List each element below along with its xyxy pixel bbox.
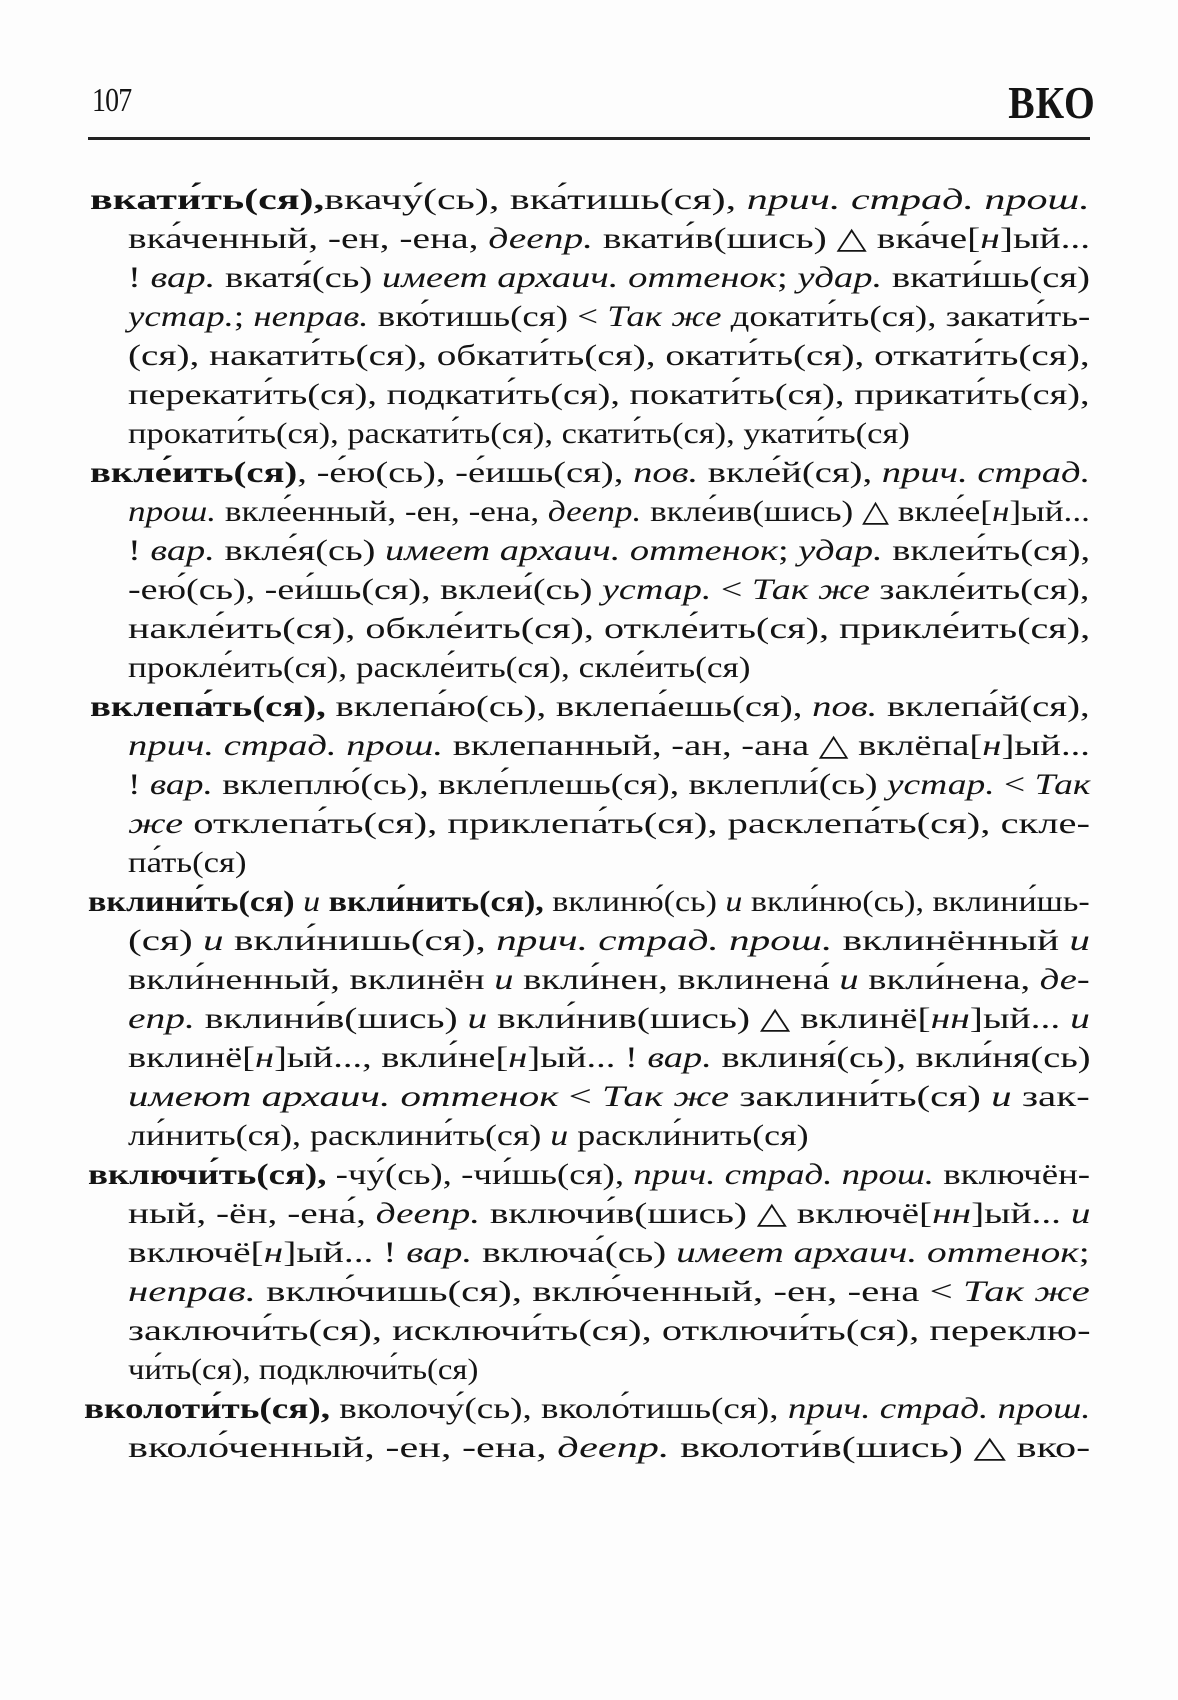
entry-text: вкле́енный, -ен, -ена, xyxy=(216,495,548,528)
entry-text: зак- xyxy=(1011,1080,1090,1113)
running-head: ВКО xyxy=(1008,77,1096,128)
entry-text: вкли́ню(сь), вклини́шь- xyxy=(742,885,1090,918)
entry-text: отклепа́ть(ся), приклепа́ть(ся), расклепа́ть(ся), скле- xyxy=(183,807,1090,840)
entry-text-line xyxy=(128,1196,1090,1232)
entry-text-line xyxy=(128,299,1090,335)
entry-text: прокле́ить(ся), раскле́ить(ся), скле́ить(ся) xyxy=(128,651,751,684)
entry-text-line xyxy=(128,1313,1091,1349)
entry-text-line xyxy=(128,611,1090,647)
grammar-label: нн xyxy=(930,1002,970,1035)
grammar-label: и xyxy=(725,885,743,918)
entry-text: вклеплю́(сь), вкле́плешь(ся), вклепли́(сь) xyxy=(212,768,887,801)
grammar-label: деепр. xyxy=(488,222,594,255)
entry-text: вкачу́(сь), вка́тишь(ся), xyxy=(324,183,747,216)
entry-headword-line xyxy=(88,884,1090,920)
grammar-label: вар. xyxy=(150,534,215,567)
entry-text-line xyxy=(128,494,1090,530)
grammar-label: прич. страд. прош. xyxy=(128,729,444,762)
grammar-label: имеет архаич. оттенок xyxy=(385,534,778,567)
entry-text: вкатя́(сь) xyxy=(215,261,382,294)
grammar-label: вар. xyxy=(150,261,216,294)
entry-text: вка́ченный, -ен, -ена, xyxy=(128,222,489,255)
entry-text: < xyxy=(994,768,1035,801)
headword: вкли́нить(ся), xyxy=(328,885,544,918)
grammar-label: де- xyxy=(1039,963,1090,996)
grammar-label: вар. xyxy=(647,1041,712,1074)
grammar-label: н xyxy=(508,1041,528,1074)
grammar-label: пов. xyxy=(633,456,699,489)
grammar-label: и xyxy=(203,924,224,957)
entry-text-line xyxy=(128,572,1089,608)
headword: вклини́ть(ся) xyxy=(88,885,295,918)
entry-text: включё[ xyxy=(128,1236,264,1269)
entry-text: -чу́(сь), -чи́шь(ся), xyxy=(326,1158,634,1191)
grammar-label: имеет архаич. оттенок xyxy=(381,261,777,294)
entry-text: вклю́чишь(ся), вклю́ченный, -ен, -ена < xyxy=(255,1275,963,1308)
grammar-label: устар. xyxy=(602,573,712,606)
entry-text: вколо́ченный, -ен, -ена, xyxy=(128,1431,558,1464)
entry-text-line xyxy=(128,1040,1091,1076)
entry-text-line xyxy=(128,1235,1090,1271)
grammar-label: деепр. xyxy=(375,1197,481,1230)
entry-text: вкли́нив(шись) △ вклинё[ xyxy=(487,1002,931,1035)
entry-text: закле́ить(ся), xyxy=(869,573,1090,606)
grammar-label: устар. xyxy=(128,300,234,333)
entry-text-line xyxy=(128,728,1090,764)
entry-text: ! xyxy=(128,768,150,801)
entry-text-line xyxy=(128,1001,1090,1037)
entry-text-line xyxy=(128,806,1090,842)
entry-text: ; xyxy=(1078,1236,1090,1269)
grammar-label: и xyxy=(1069,924,1090,957)
entry-text: вклиню́(сь) xyxy=(543,885,726,918)
grammar-label: Так же xyxy=(602,1080,730,1113)
grammar-label: Так же xyxy=(962,1275,1090,1308)
grammar-label: н xyxy=(991,495,1010,528)
entry-text: < xyxy=(558,1080,603,1113)
headword: вкле́ить(ся) xyxy=(90,456,298,489)
entry-text: вко́тишь(ся) < xyxy=(368,300,608,333)
entry-text: -ею́(сь), -еи́шь(ся), вклеи́(сь) xyxy=(128,573,603,606)
grammar-label: пов. xyxy=(812,690,878,723)
entry-text: вклинённый xyxy=(832,924,1070,957)
grammar-label: и xyxy=(1070,1002,1090,1035)
entry-text: перекати́ть(ся), подкати́ть(ся), покати́ть(ся), прикати́ть(ся), xyxy=(128,378,1090,411)
grammar-label: прич. страд. прош. xyxy=(746,183,1090,216)
entry-text: включён- xyxy=(934,1158,1091,1191)
grammar-label: неправ. xyxy=(128,1275,256,1308)
grammar-label: епр. xyxy=(128,1002,195,1035)
grammar-label: деепр. xyxy=(557,1431,670,1464)
page-number: 107 xyxy=(92,82,132,119)
grammar-label: вар. xyxy=(149,768,213,801)
grammar-label: же xyxy=(128,807,184,840)
entry-text: ! xyxy=(128,534,151,567)
entry-text-line xyxy=(128,416,910,452)
entry-text: чи́ть(ся), подключи́ть(ся) xyxy=(128,1353,479,1386)
grammar-label: прич. страд. xyxy=(881,456,1091,489)
entry-text: вколочу́(сь), вколо́тишь(ся), xyxy=(329,1392,788,1425)
entry-text: вкли́нишь(ся), xyxy=(223,924,497,957)
entry-text: ]ый... xyxy=(969,1002,1071,1035)
grammar-label: Так же xyxy=(751,573,870,606)
grammar-label: и xyxy=(1070,1197,1091,1230)
entry-headword-line xyxy=(90,182,1090,218)
entry-text: вклеи́ть(ся), xyxy=(882,534,1091,567)
entry-text: ли́нить(ся), расклини́ть(ся) xyxy=(128,1119,551,1152)
entry-text: (ся), накати́ть(ся), обкати́ть(ся), окати́ть(ся), откати́ть(ся), xyxy=(128,339,1090,372)
headword: вколоти́ть(ся), xyxy=(84,1392,330,1425)
grammar-label: имеют архаич. оттенок xyxy=(128,1080,559,1113)
entry-text: вкли́ненный, вклинён xyxy=(128,963,495,996)
entry-headword-line xyxy=(90,455,1090,491)
entry-text: раскли́нить(ся) xyxy=(568,1119,809,1152)
entry-text: ]ый... xyxy=(1009,495,1090,528)
grammar-label: н xyxy=(980,222,1000,255)
entry-text: ]ый..., вкли́не[ xyxy=(274,1041,509,1074)
entry-text: ]ый... xyxy=(971,1197,1071,1230)
grammar-label: и xyxy=(550,1119,569,1152)
entry-text-line xyxy=(128,1430,1090,1466)
entry-text: вклиня́(сь), вкли́ня(сь) xyxy=(711,1041,1091,1074)
grammar-label: удар. xyxy=(798,534,883,567)
entry-text: вклепа́ю(сь), вклепа́ешь(ся), xyxy=(325,690,813,723)
entry-text: (ся) xyxy=(128,924,204,957)
entry-text-line xyxy=(128,533,1090,569)
grammar-label: Так xyxy=(1034,768,1091,801)
entry-text-line xyxy=(128,377,1090,413)
grammar-label: устар. xyxy=(886,768,995,801)
grammar-label: неправ. xyxy=(253,300,369,333)
entry-text-line xyxy=(128,923,1090,959)
grammar-label: и xyxy=(991,1080,1012,1113)
grammar-label: прич. страд. прош. xyxy=(787,1392,1091,1425)
grammar-label: и xyxy=(294,885,329,918)
entry-text-line xyxy=(128,962,1090,998)
entry-text: включи́в(шись) △ включё[ xyxy=(480,1197,933,1230)
entry-headword-line xyxy=(84,1391,1091,1427)
entry-text: , -е́ю(сь), -е́ишь(ся), xyxy=(297,456,634,489)
grammar-label: имеет архаич. оттенок xyxy=(676,1236,1079,1269)
entry-text-line xyxy=(128,1274,1090,1310)
entry-text-line xyxy=(128,845,247,881)
entry-text: вкле́й(ся), xyxy=(698,456,882,489)
entry-text: ]ый... ! xyxy=(283,1236,407,1269)
entry-text: ]ый... xyxy=(1001,729,1090,762)
entry-text: вклини́в(шись) xyxy=(194,1002,468,1035)
entry-text: ; xyxy=(233,300,254,333)
entry-text-line xyxy=(128,650,750,686)
grammar-label: нн xyxy=(932,1197,972,1230)
entry-text: вкле́ив(шись) △ вкле́е[ xyxy=(641,495,992,528)
headword: вклепа́ть(ся), xyxy=(90,690,326,723)
entry-text: заклини́ть(ся) xyxy=(729,1080,992,1113)
grammar-label: и xyxy=(494,963,514,996)
grammar-label: прич. страд. прош. xyxy=(496,924,833,957)
entry-text-line xyxy=(128,1079,1090,1115)
entry-text: ; xyxy=(776,261,798,294)
entry-text: накле́ить(ся), обкле́ить(ся), откле́ить(ся), прикле́ить(ся), xyxy=(128,612,1091,645)
grammar-label: н xyxy=(982,729,1002,762)
entry-text: ный, -ён, -ена́, xyxy=(128,1197,376,1230)
header-rule xyxy=(88,137,1090,140)
entry-text: заключи́ть(ся), исключи́ть(ся), отключи́ть(ся), переклю- xyxy=(128,1314,1091,1347)
entry-text-line xyxy=(128,1118,809,1154)
grammar-label: прош. xyxy=(128,495,217,528)
grammar-label: н xyxy=(263,1236,284,1269)
entry-text: па́ть(ся) xyxy=(128,846,247,879)
entry-text: ]ый... xyxy=(999,222,1091,255)
headword: вкати́ть(ся), xyxy=(90,183,325,216)
entry-text: вкати́в(шись) △ вка́че[ xyxy=(593,222,981,255)
grammar-label: удар. xyxy=(797,261,883,294)
entry-text: вколоти́в(шись) △ вко- xyxy=(669,1431,1091,1464)
grammar-label: н xyxy=(254,1041,275,1074)
headword: включи́ть(ся), xyxy=(88,1158,327,1191)
entry-text: докати́ть(ся), закати́ть- xyxy=(721,300,1091,333)
entry-text: ! xyxy=(128,261,151,294)
entry-text: вкле́я(сь) xyxy=(214,534,386,567)
entry-text: вклепа́й(ся), xyxy=(877,690,1090,723)
entry-text: вклепанный, -ан, -ана △ вклёпа[ xyxy=(443,729,983,762)
grammar-label: Так же xyxy=(607,300,722,333)
entry-text: ]ый... ! xyxy=(527,1041,648,1074)
entry-text: вкати́шь(ся) xyxy=(882,261,1091,294)
entry-text-line xyxy=(128,221,1090,257)
entry-text: вкли́нен, вклинена́ xyxy=(513,963,840,996)
entry-text: ; xyxy=(777,534,799,567)
entry-text-line xyxy=(128,338,1090,374)
entry-text: вкли́нена, xyxy=(858,963,1040,996)
grammar-label: и xyxy=(839,963,859,996)
entry-text: прокати́ть(ся), раскати́ть(ся), скати́ть(ся), укати́ть(ся) xyxy=(128,417,910,450)
entry-headword-line xyxy=(90,689,1090,725)
entry-text-line xyxy=(128,260,1090,296)
grammar-label: и xyxy=(467,1002,488,1035)
entry-text: вклинё[ xyxy=(128,1041,255,1074)
grammar-label: вар. xyxy=(406,1236,473,1269)
entry-headword-line xyxy=(88,1157,1090,1193)
entry-text: < xyxy=(711,573,752,606)
grammar-label: прич. страд. прош. xyxy=(633,1158,935,1191)
entry-text-line xyxy=(128,1352,478,1388)
entry-text-line xyxy=(128,767,1090,803)
entry-text: включа́(сь) xyxy=(472,1236,677,1269)
grammar-label: деепр. xyxy=(547,495,642,528)
